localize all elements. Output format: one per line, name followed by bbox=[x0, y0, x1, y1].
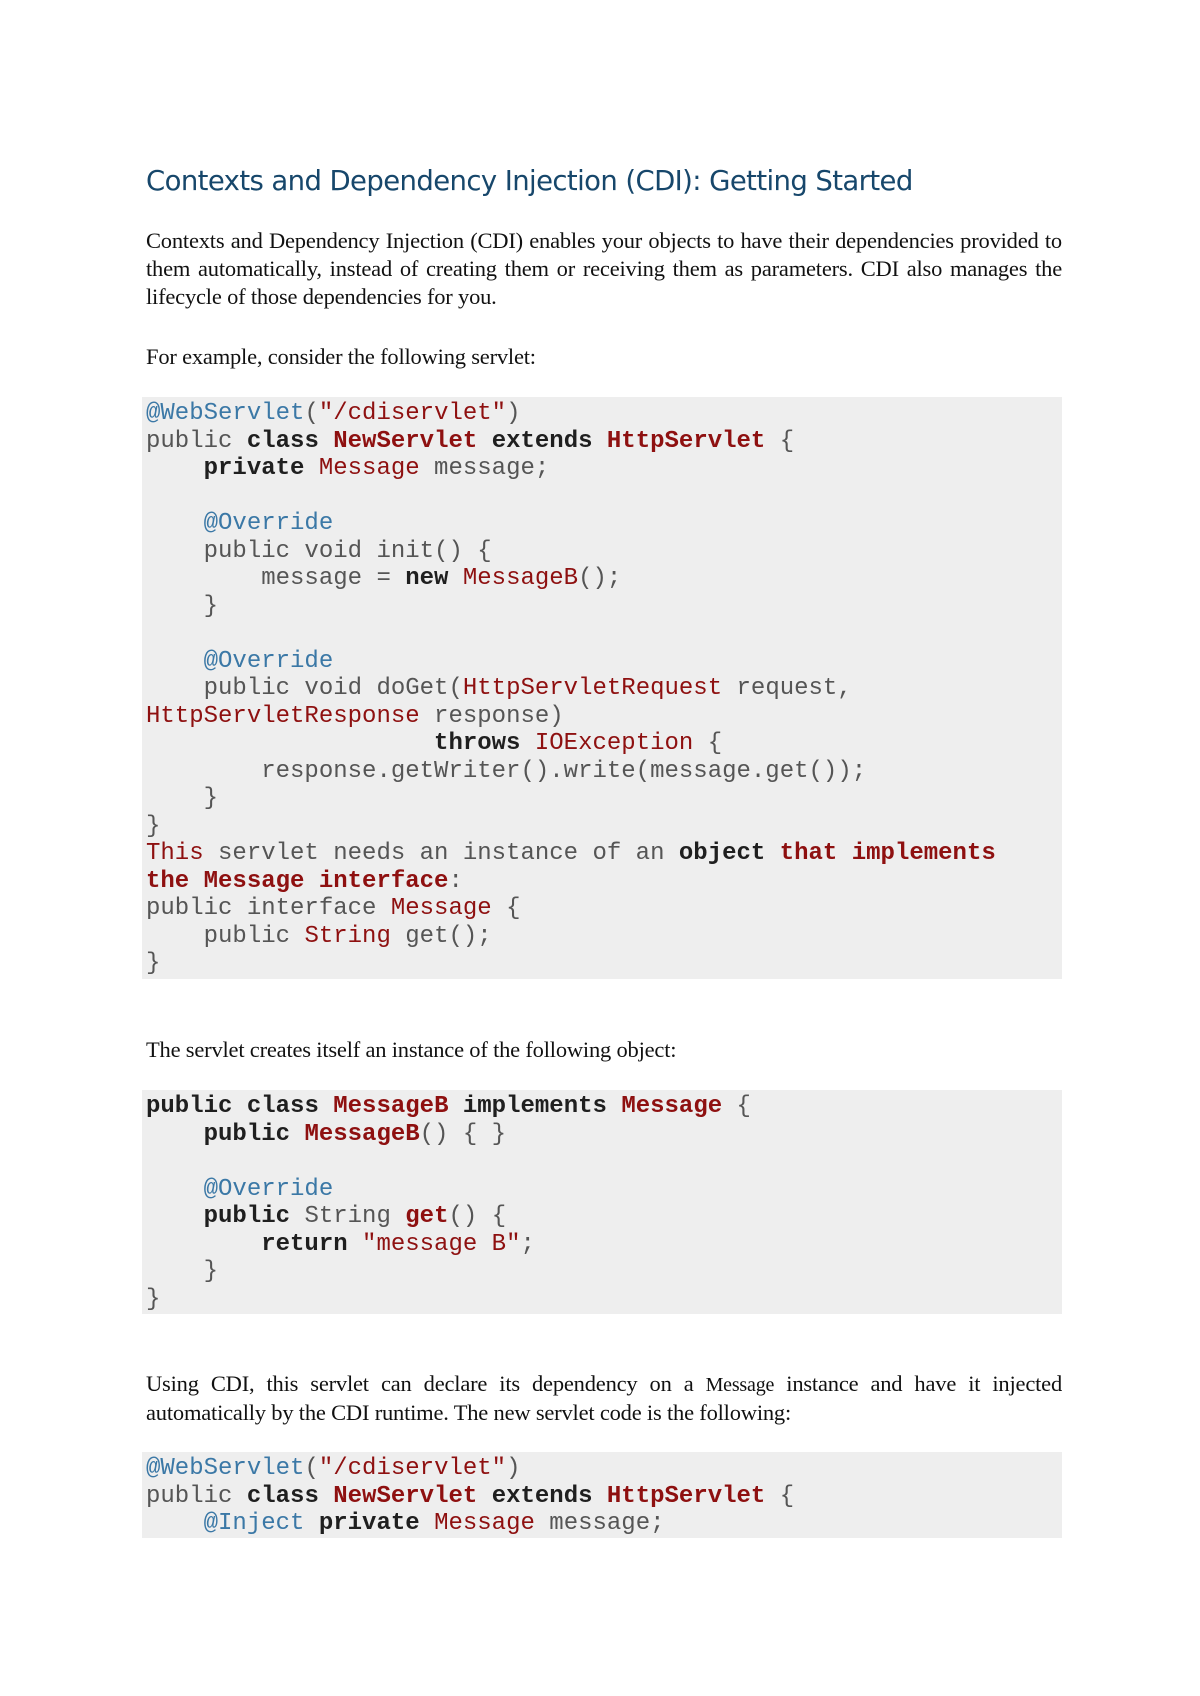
code-line bbox=[142, 1286, 1062, 1314]
code-token bbox=[146, 1176, 204, 1203]
code-line bbox=[142, 428, 1062, 456]
code-token: public void doGet( bbox=[146, 675, 463, 702]
code-token: private bbox=[203, 455, 319, 482]
code-token: public interface bbox=[146, 895, 391, 922]
code-token: { bbox=[722, 1093, 751, 1120]
code-token: object bbox=[678, 840, 780, 867]
code-token: private bbox=[318, 1510, 435, 1537]
code-token: ) bbox=[506, 400, 521, 427]
code-line bbox=[142, 675, 1062, 703]
code-token: } bbox=[146, 812, 161, 840]
code-token bbox=[146, 1510, 204, 1537]
code-token: () { } bbox=[419, 1120, 507, 1148]
code-token: throws bbox=[434, 730, 535, 757]
code-token: class bbox=[246, 427, 334, 455]
code-token bbox=[146, 730, 434, 757]
code-token: the Message interface bbox=[146, 867, 449, 895]
code-line bbox=[142, 1483, 1062, 1511]
code-line bbox=[142, 565, 1062, 593]
code-token: request, bbox=[722, 675, 852, 702]
code-token: MessageB bbox=[333, 1093, 463, 1120]
code-token: { bbox=[693, 730, 723, 757]
code-token: class bbox=[246, 1482, 334, 1510]
code-line bbox=[142, 923, 1062, 951]
using-cdi-paragraph bbox=[146, 1370, 1062, 1427]
code-line bbox=[142, 1455, 1062, 1483]
code-token bbox=[146, 1121, 204, 1148]
code-token: Message bbox=[318, 455, 420, 482]
example-lead-paragraph: For example, consider the following servlet: bbox=[146, 344, 536, 369]
code-block-messageb bbox=[142, 1090, 1062, 1314]
intro-paragraph: Contexts and Dependency Injection (CDI) enables your objects to have their dependencies provided to them automatically, instead of creating them or receiving them as parameters. CDI also manages the lifecycle of those dependencies for you. bbox=[146, 228, 1062, 309]
code-token: Message bbox=[390, 895, 492, 922]
code-line bbox=[142, 1148, 1062, 1176]
code-token: response) bbox=[419, 702, 564, 730]
code-token: NewServlet bbox=[333, 1482, 492, 1510]
code-line bbox=[142, 538, 1062, 566]
code-token: response.getWriter().write(message.get()); bbox=[146, 757, 867, 785]
code-line bbox=[142, 730, 1062, 758]
code-line bbox=[142, 703, 1062, 731]
code-token: public void init() { bbox=[146, 537, 492, 565]
code-token: extends bbox=[491, 427, 607, 455]
code-token: { bbox=[765, 1482, 795, 1510]
code-token bbox=[146, 510, 204, 537]
code-line bbox=[142, 400, 1062, 428]
code-line bbox=[142, 620, 1062, 648]
code-token: NewServlet bbox=[333, 427, 492, 455]
code-line bbox=[142, 510, 1062, 538]
code-token: () { bbox=[448, 1203, 507, 1230]
code-token: : bbox=[448, 867, 463, 895]
code-token: message; bbox=[419, 455, 550, 482]
code-line bbox=[142, 895, 1062, 923]
code-line bbox=[142, 1121, 1062, 1149]
code-token: "/cdiservlet" bbox=[318, 400, 507, 427]
code-line bbox=[142, 840, 1062, 868]
code-token: message = bbox=[146, 565, 406, 592]
code-token bbox=[304, 1510, 318, 1537]
using-cdi-text-2: instance and have it injected automatically by the CDI runtime. The new servlet code is the following: bbox=[146, 1371, 1062, 1425]
code-token: HttpServletRequest bbox=[462, 675, 723, 702]
code-token: MessageB bbox=[462, 565, 579, 592]
code-token: public bbox=[146, 427, 247, 455]
document-title: Contexts and Dependency Injection (CDI): Getting Started bbox=[146, 165, 913, 197]
code-token: "/cdiservlet" bbox=[318, 1455, 507, 1482]
code-token: } bbox=[146, 1258, 219, 1285]
code-token: get(); bbox=[390, 922, 492, 950]
code-token: HttpServlet bbox=[606, 427, 766, 455]
code-token bbox=[146, 648, 204, 675]
code-token: { bbox=[765, 427, 795, 455]
code-token: (); bbox=[578, 565, 622, 592]
code-token: get bbox=[405, 1203, 449, 1230]
code-token: This bbox=[146, 840, 204, 867]
code-token: @Override bbox=[203, 510, 334, 537]
code-token: @Override bbox=[203, 1175, 334, 1203]
code-token: @Inject bbox=[203, 1510, 305, 1537]
code-token bbox=[146, 1203, 204, 1230]
code-line bbox=[142, 758, 1062, 786]
code-token: } bbox=[146, 1285, 161, 1313]
code-line bbox=[142, 483, 1062, 511]
code-line bbox=[142, 1203, 1062, 1231]
code-token: new bbox=[405, 565, 463, 592]
code-token: String bbox=[304, 922, 391, 950]
code-token: ) bbox=[506, 1455, 521, 1482]
message-type-name: Message bbox=[705, 1374, 775, 1396]
code-token: message; bbox=[534, 1510, 665, 1537]
code-line bbox=[142, 785, 1062, 813]
code-line bbox=[142, 1176, 1062, 1204]
creates-lead-paragraph: The servlet creates itself an instance of the following object: bbox=[146, 1037, 677, 1062]
code-token: MessageB bbox=[304, 1120, 420, 1148]
code-token: ; bbox=[520, 1230, 535, 1258]
code-token: return bbox=[261, 1230, 363, 1258]
code-token: implements bbox=[462, 1093, 622, 1120]
code-block-injected-servlet bbox=[142, 1452, 1062, 1538]
code-line bbox=[142, 648, 1062, 676]
code-token: @Override bbox=[203, 647, 334, 675]
code-line bbox=[142, 1231, 1062, 1259]
code-token: Message bbox=[434, 1510, 535, 1537]
code-token: public bbox=[203, 1120, 305, 1148]
code-token: { bbox=[491, 895, 521, 922]
code-token bbox=[146, 455, 204, 482]
code-token: HttpServletResponse bbox=[146, 702, 420, 730]
code-token: @WebServlet bbox=[146, 1455, 305, 1482]
code-token: public bbox=[146, 1482, 247, 1510]
code-token: servlet needs an instance of an bbox=[203, 840, 679, 867]
code-block-servlet bbox=[142, 397, 1062, 979]
code-token: } bbox=[146, 592, 219, 620]
code-token: ( bbox=[304, 1455, 319, 1482]
code-line bbox=[142, 950, 1062, 978]
code-token: } bbox=[146, 785, 219, 812]
code-token: public bbox=[146, 922, 305, 950]
code-token: class bbox=[246, 1093, 334, 1120]
code-line bbox=[142, 1510, 1062, 1538]
code-line bbox=[142, 593, 1062, 621]
code-line bbox=[142, 455, 1062, 483]
code-token: public bbox=[203, 1203, 305, 1230]
code-token: IOException bbox=[534, 730, 694, 757]
code-token: Message bbox=[621, 1093, 723, 1120]
code-token: public bbox=[146, 1093, 247, 1120]
code-line bbox=[142, 1093, 1062, 1121]
code-token: ( bbox=[304, 400, 319, 427]
code-token: } bbox=[146, 950, 161, 977]
code-token: extends bbox=[491, 1482, 607, 1510]
code-token: HttpServlet bbox=[606, 1482, 766, 1510]
code-token bbox=[146, 1231, 261, 1258]
code-line bbox=[142, 1258, 1062, 1286]
code-token: String bbox=[304, 1203, 406, 1230]
code-token: "message B" bbox=[362, 1230, 521, 1258]
code-line bbox=[142, 868, 1062, 896]
code-token: @WebServlet bbox=[146, 400, 305, 427]
using-cdi-text-1: Using CDI, this servlet can declare its dependency on a bbox=[146, 1371, 706, 1396]
code-token: that implements bbox=[779, 840, 996, 867]
code-line bbox=[142, 813, 1062, 841]
